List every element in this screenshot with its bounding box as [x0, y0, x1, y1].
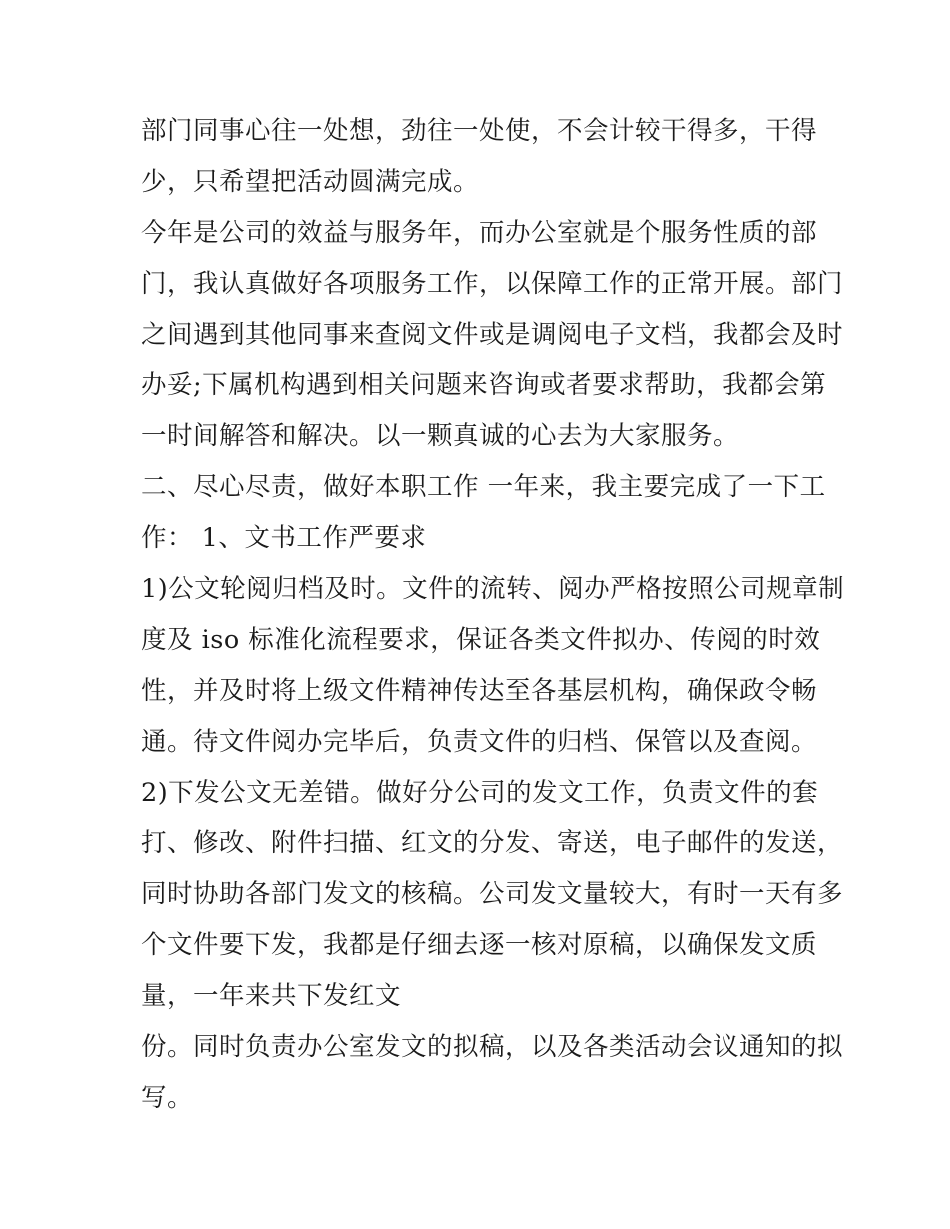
text-line: 份。同时负责办公室发文的拟稿，以及各类活动会议通知的拟 [141, 1032, 844, 1063]
text-line: 之间遇到其他同事来查阅文件或是调阅电子文档，我都会及时 [141, 319, 844, 350]
section-heading-line: 作： 1、文书工作严要求 [141, 523, 427, 554]
text-line: 度及 iso 标准化流程要求，保证各类文件拟办、传阅的时效 [141, 624, 821, 655]
text-line: 少，只希望把活动圆满完成。 [141, 166, 480, 197]
text-line: 一时间解答和解决。以一颗真诚的心去为大家服务。 [141, 421, 740, 452]
text-line: 2)下发公文无差错。做好分公司的发文工作，负责文件的套 [141, 777, 819, 808]
text-line: 通。待文件阅办完毕后，负责文件的归档、保管以及查阅。 [141, 726, 818, 757]
text-line: 部门同事心往一处想，劲往一处使，不会计较干得多，干得 [141, 116, 818, 146]
text-line: 同时协助各部门发文的核稿。公司发文量较大，有时一天有多 [141, 879, 844, 910]
section-heading-line: 二、尽心尽责，做好本职工作 一年来，我主要完成了一下工 [141, 472, 826, 503]
body-text [141, 106, 845, 1124]
text-line: 办妥;下属机构遇到相关问题来咨询或者要求帮助，我都会第 [141, 370, 827, 401]
text-line: 门，我认真做好各项服务工作，以保障工作的正常开展。部门 [141, 268, 844, 299]
text-line: 性，并及时将上级文件精神传达至各基层机构，确保政令畅 [141, 675, 818, 706]
text-line: 个文件要下发，我都是仔细去逐一核对原稿，以确保发文质 [141, 930, 818, 961]
text-line: 打、修改、附件扫描、红文的分发、寄送，电子邮件的发送， [141, 828, 844, 859]
text-line: 今年是公司的效益与服务年，而办公室就是个服务性质的部 [141, 217, 818, 248]
text-line: 1)公文轮阅归档及时。文件的流转、阅办严格按照公司规章制 [141, 574, 845, 605]
text-line: 量，一年来共下发红文 [141, 981, 402, 1012]
text-line: 写。 [141, 1082, 194, 1113]
